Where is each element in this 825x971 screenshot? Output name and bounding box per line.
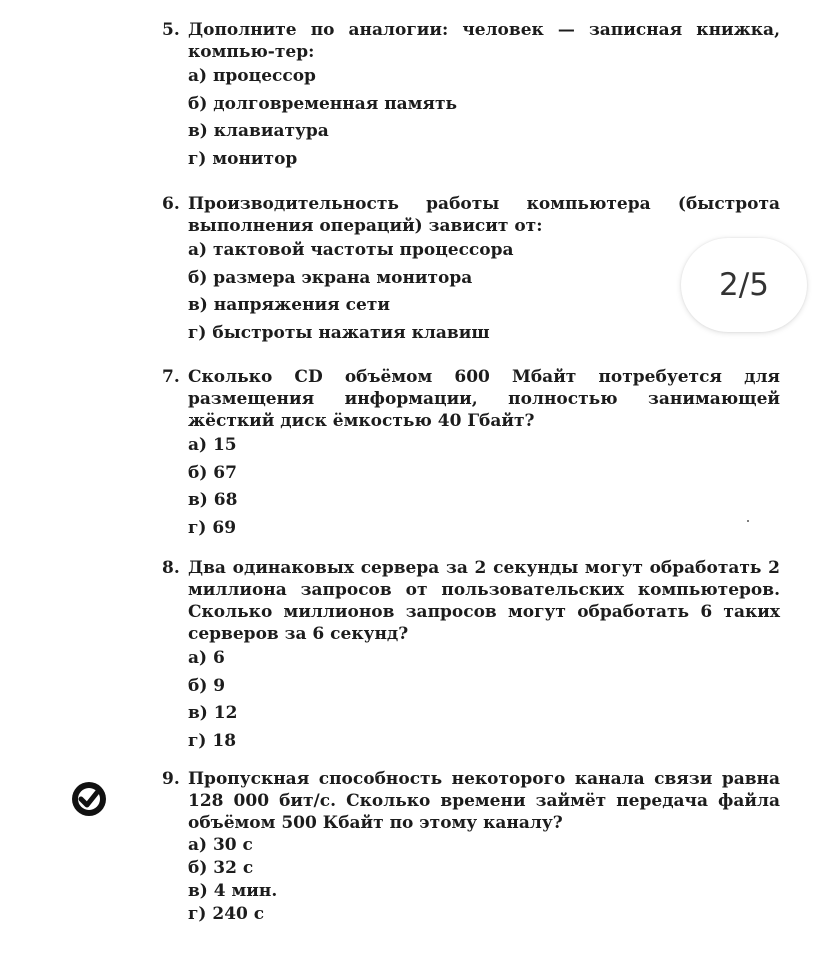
option-d: г) 240 с [188, 904, 265, 924]
question-number: 9. [162, 769, 180, 789]
option-c: в) напряжения сети [188, 295, 390, 315]
option-d: г) 18 [188, 730, 237, 751]
option-b: б) 32 с [188, 858, 254, 878]
question-9 [162, 768, 780, 926]
question-5 [162, 19, 780, 173]
option-c: в) 68 [188, 490, 238, 510]
question-number: 5. [162, 20, 180, 40]
option-c: в) 12 [188, 703, 238, 723]
option-a: а) 15 [188, 435, 237, 455]
check-circle-icon [70, 780, 108, 818]
question-text: Сколько CD объёмом 600 Мбайт потребуется для размещения информации, полностью занимающей жёсткий диск ёмкостью 40 Гбайт? [188, 367, 780, 431]
scan-speck [747, 520, 749, 522]
options-list [162, 645, 780, 755]
option-b: б) 67 [188, 462, 237, 483]
option-a: а) 6 [188, 648, 225, 668]
question-number: 7. [162, 367, 180, 387]
options-list [162, 432, 780, 542]
options-list [162, 63, 780, 173]
option-c: в) клавиатура [188, 121, 329, 141]
question-text: Пропускная способность некоторого канала связи равна 128 000 бит/с. Сколько времени займёт передача файла объёмом 500 Кбайт по этому каналу? [188, 769, 780, 833]
page-indicator-badge: 2/5 [681, 238, 807, 332]
option-d: г) монитор [188, 148, 298, 169]
question-text: Производительность работы компьютера (быстрота выполнения операций) зависит от: [188, 194, 780, 236]
question-8 [162, 557, 780, 755]
option-a: а) тактовой частоты процессора [188, 240, 514, 260]
option-a: а) 30 с [188, 835, 253, 855]
option-a: а) процессор [188, 66, 316, 86]
option-b: б) долговременная память [188, 93, 458, 114]
option-c: в) 4 мин. [188, 881, 278, 901]
question-text: Дополните по аналогии: человек — записная книжка, компью-тер: [188, 20, 780, 62]
question-number: 8. [162, 558, 180, 578]
option-b: б) размера экрана монитора [188, 267, 473, 288]
question-text: Два одинаковых сервера за 2 секунды могут обработать 2 миллиона запросов от пользовательских компьютеров. Сколько миллионов запросов могут обработать 6 таких серверов за 6 секунд? [188, 558, 780, 644]
option-b: б) 9 [188, 675, 226, 696]
option-d: г) быстроты нажатия клавиш [188, 322, 490, 343]
question-number: 6. [162, 194, 180, 214]
options-list [162, 834, 780, 926]
question-7 [162, 366, 780, 542]
option-d: г) 69 [188, 517, 237, 538]
